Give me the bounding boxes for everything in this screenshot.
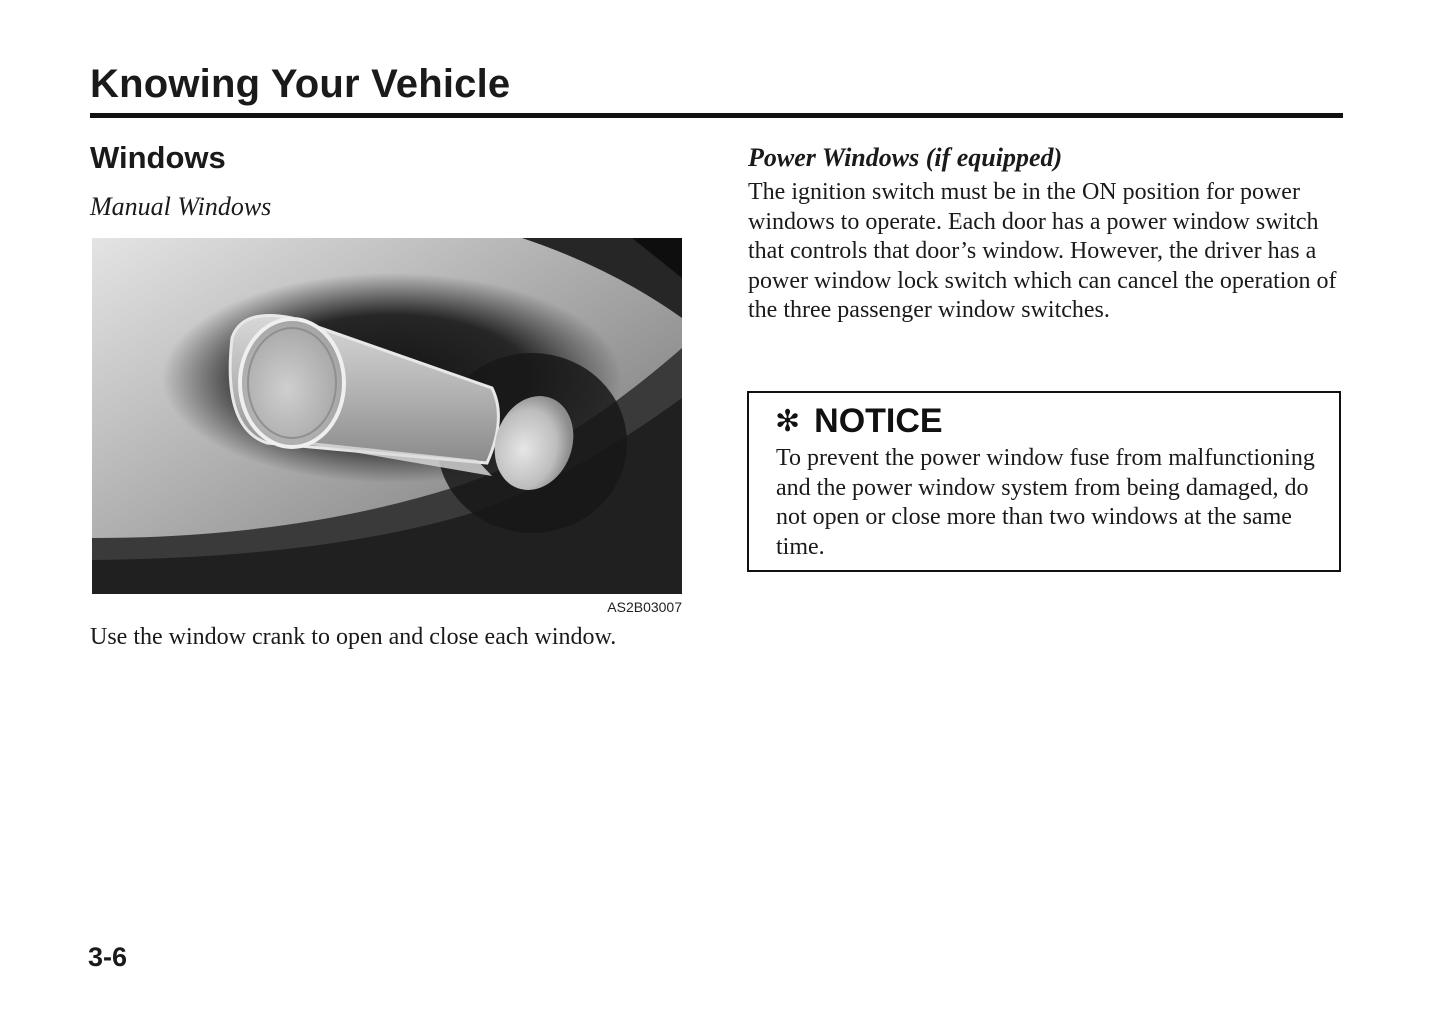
notice-box	[747, 391, 1341, 572]
notice-text: To prevent the power window fuse from malfunctioning and the power window system from being damaged, do not open or close more than two windows at the same time.	[776, 445, 1315, 560]
chapter-title: Knowing Your Vehicle	[90, 62, 511, 106]
section-title: Windows	[90, 140, 226, 175]
power-windows-subheading: Power Windows (if equipped)	[748, 143, 1063, 172]
figure-code: AS2B03007	[607, 599, 682, 615]
notice-heading	[775, 399, 943, 444]
power-windows-text: The ignition switch must be in the ON position for power windows to operate. Each door has a power window switch that controls that door’s window. However, the driver has a power window lock switch which can cancel the operation of the three passenger window switches.	[748, 179, 1337, 323]
figure-caption: Use the window crank to open and close each window.	[90, 624, 617, 650]
manual-windows-subheading: Manual Windows	[90, 192, 272, 221]
notice-asterisk-icon: ✻	[775, 404, 801, 439]
page-number: 3-6	[88, 942, 128, 972]
notice-heading-label: NOTICE	[814, 402, 943, 440]
title-rule	[90, 113, 1343, 118]
window-crank-photo	[92, 238, 682, 594]
